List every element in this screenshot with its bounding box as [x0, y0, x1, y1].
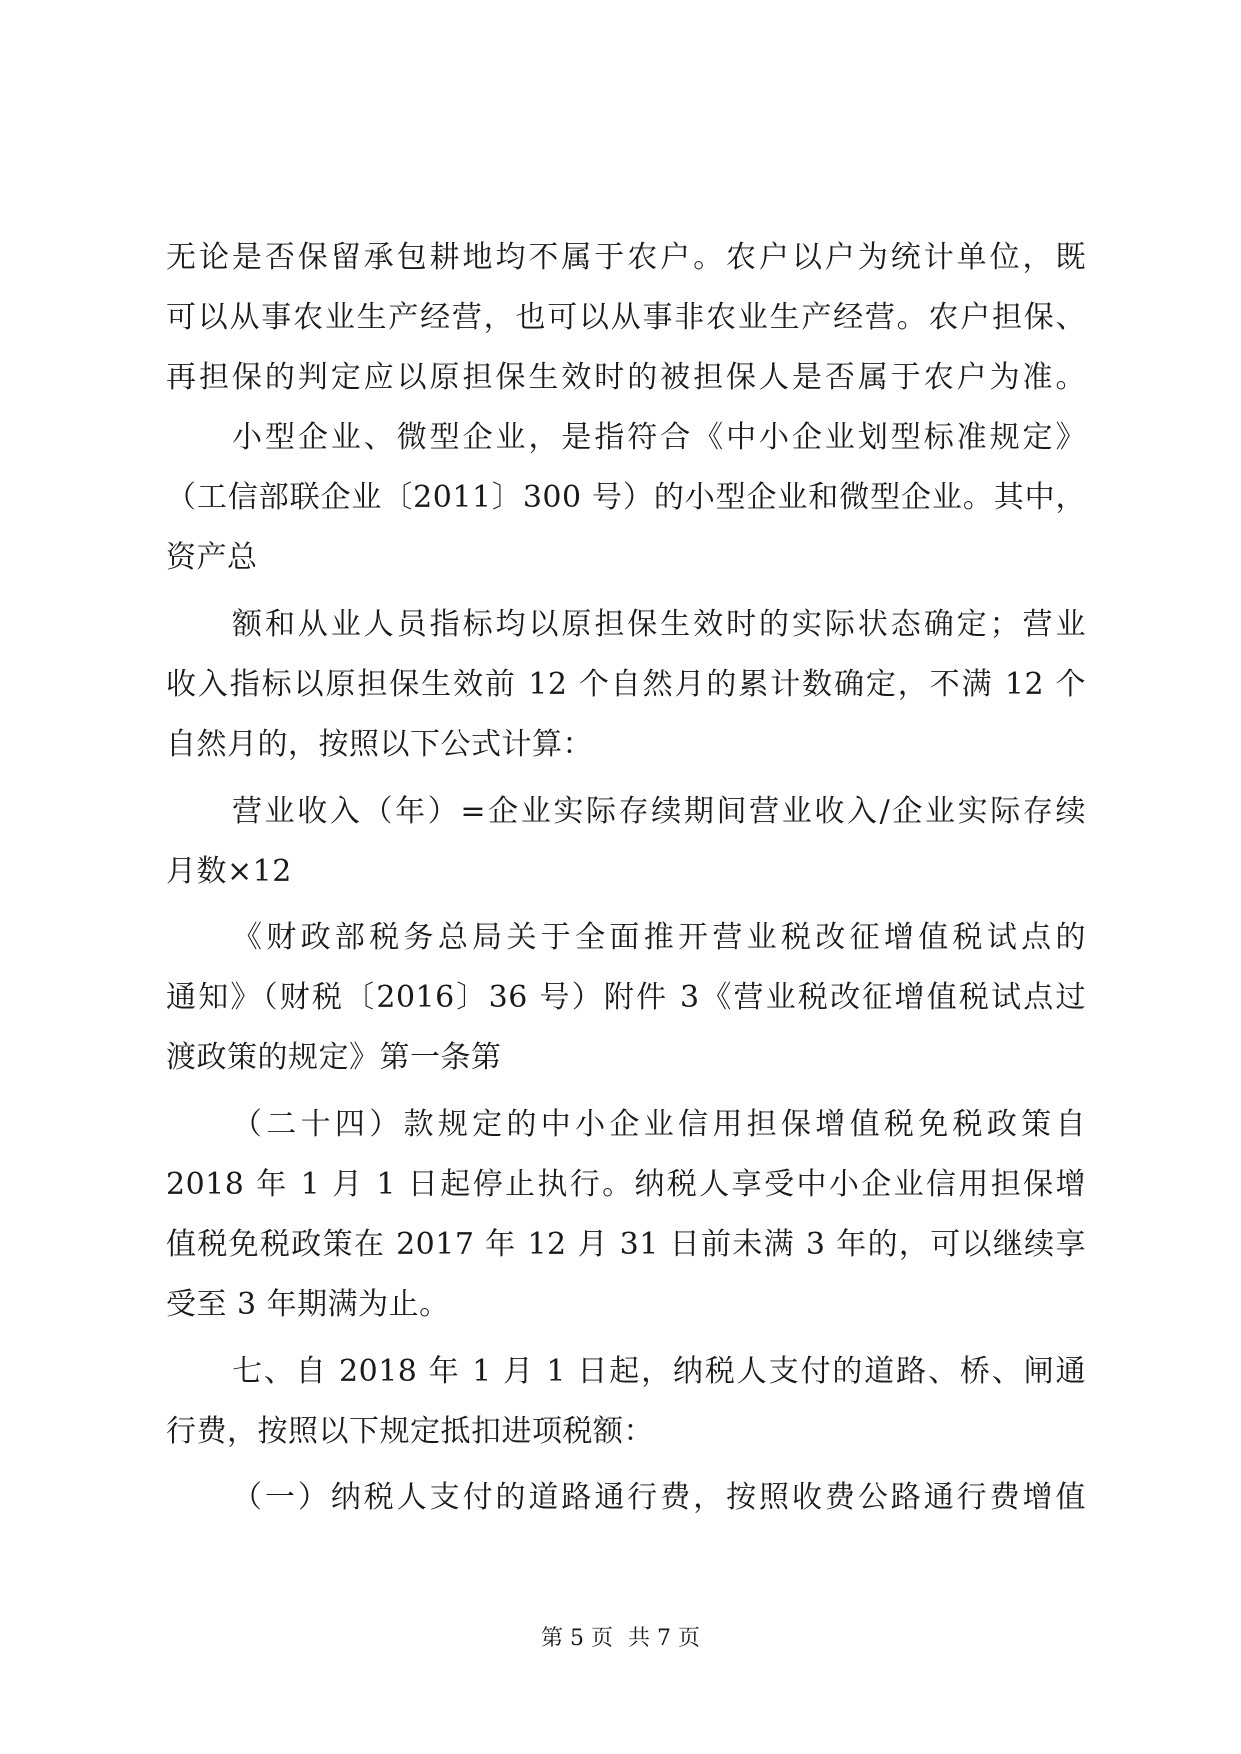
- text-line: 2018 年 1 月 1 日起停止执行。纳税人享受中小企业信用担保增: [166, 1167, 1086, 1202]
- text-line: 再担保的判定应以原担保生效时的被担保人是否属于农户为准。: [166, 360, 1086, 395]
- text-line: 营业收入（年）=企业实际存续期间营业收入/企业实际存续: [232, 794, 1086, 829]
- text-line: 小型企业、微型企业，是指符合《中小企业划型标准规定》: [232, 420, 1086, 455]
- text-line: 可以从事农业生产经营，也可以从事非农业生产经营。农户担保、: [166, 300, 1086, 335]
- page-number: 第 5 页: [541, 1626, 613, 1651]
- text-line: （工信部联企业〔2011〕300 号）的小型企业和微型企业。其中，: [166, 480, 1086, 515]
- text-line: 通知》（财税〔2016〕36 号）附件 3《营业税改征增值税试点过: [166, 980, 1086, 1015]
- text-line: 七、自 2018 年 1 月 1 日起，纳税人支付的道路、桥、闸通: [232, 1354, 1086, 1389]
- text-line: 额和从业人员指标均以原担保生效时的实际状态确定；营业: [232, 607, 1086, 642]
- text-line: 自然月的，按照以下公式计算：: [166, 727, 593, 762]
- text-line: 行费，按照以下规定抵扣进项税额：: [166, 1414, 654, 1449]
- text-line: 受至 3 年期满为止。: [166, 1287, 450, 1322]
- page-footer: [0, 1624, 1241, 1654]
- text-line: 值税免税政策在 2017 年 12 月 31 日前未满 3 年的，可以继续享: [166, 1227, 1086, 1262]
- text-line: （二十四）款规定的中小企业信用担保增值税免税政策自: [232, 1107, 1086, 1142]
- text-line: 月数×12: [166, 854, 292, 889]
- text-line: 资产总: [166, 540, 258, 575]
- text-line: 无论是否保留承包耕地均不属于农户。农户以户为统计单位，既: [166, 240, 1086, 275]
- text-line: 《财政部税务总局关于全面推开营业税改征增值税试点的: [232, 920, 1086, 955]
- text-line: 收入指标以原担保生效前 12 个自然月的累计数确定，不满 12 个: [166, 667, 1086, 702]
- text-line: （一）纳税人支付的道路通行费，按照收费公路通行费增值: [232, 1480, 1086, 1515]
- text-line: 渡政策的规定》第一条第: [166, 1040, 502, 1075]
- page-total: 共 7 页: [628, 1626, 700, 1651]
